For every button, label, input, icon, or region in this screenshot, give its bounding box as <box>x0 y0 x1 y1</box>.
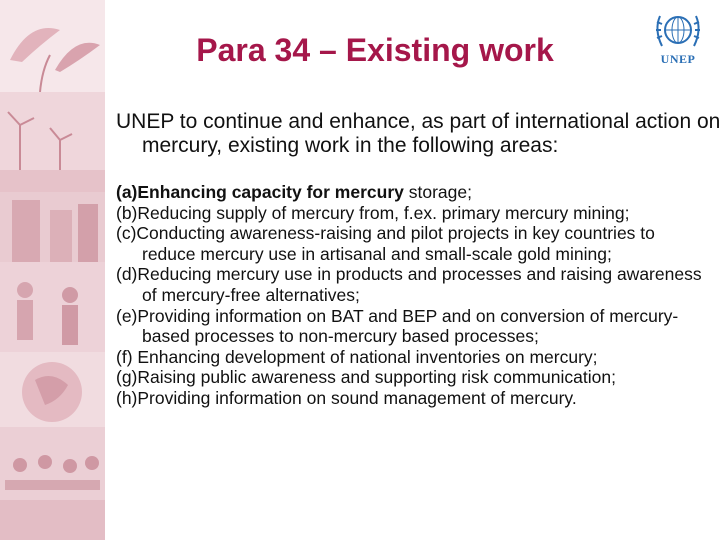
item-text: (h)Providing information on sound management of mercury. <box>116 387 577 408</box>
unep-logo <box>648 8 708 70</box>
list-item <box>116 367 712 388</box>
work-area-list <box>116 182 712 409</box>
sidebar-photo-collage <box>0 0 105 540</box>
list-item <box>116 182 712 203</box>
list-item <box>116 388 712 409</box>
list-item <box>116 264 712 305</box>
intro-paragraph: UNEP to continue and enhance, as part of international action on mercury, existing work in the following areas: <box>116 110 720 157</box>
list-item <box>116 203 712 224</box>
logo-text: UNEP <box>660 52 696 66</box>
item-text: (g)Raising public awareness and supporting risk communication; <box>116 367 616 388</box>
item-bold-text: (a)Enhancing capacity for mercury <box>116 182 404 202</box>
list-item <box>116 347 712 368</box>
slide-title: Para 34 – Existing work <box>196 32 554 68</box>
item-text: (b)Reducing supply of mercury from, f.ex. primary mercury mining; <box>116 202 630 223</box>
item-text: (d)Reducing mercury use in products and processes and raising awareness of mercury‑free alternatives; <box>116 264 702 305</box>
item-text: (f) Enhancing development of national inventories on mercury; <box>116 346 598 367</box>
item-text: storage; <box>403 182 472 202</box>
list-item <box>116 306 712 347</box>
collage-graphic <box>0 0 105 540</box>
list-item <box>116 223 712 264</box>
un-laurel-icon <box>648 8 708 52</box>
item-text: (e)Providing information on BAT and BEP and on conversion of mercury-based processes to non-mercury based processes; <box>116 305 679 347</box>
item-text: (c)Conducting awareness‑raising and pilot projects in key countries to reduce mercury use in artisanal and small‑scale gold mining; <box>116 223 655 264</box>
